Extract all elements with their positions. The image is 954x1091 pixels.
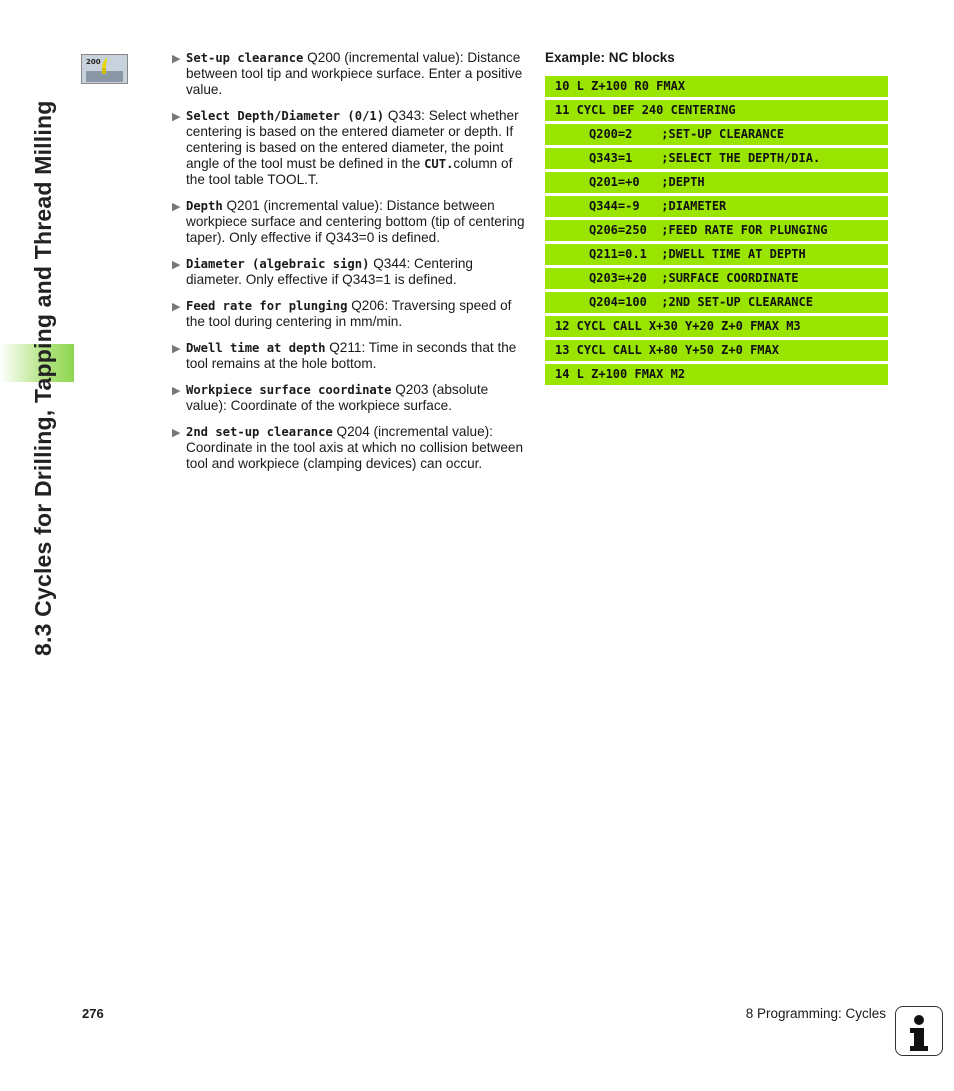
bullet-arrow-icon: ▶	[172, 427, 181, 439]
bullet-arrow-icon: ▶	[172, 201, 181, 213]
svg-text:200: 200	[86, 58, 101, 66]
param-feed-rate: ▶ Feed rate for plunging Q206: Traversing speed of the tool during centering in mm/min.	[172, 298, 512, 329]
bullet-arrow-icon: ▶	[172, 111, 181, 123]
nc-line: Q203=+20 ;SURFACE COORDINATE	[545, 268, 888, 289]
param-2nd-setup-clearance: ▶ 2nd set-up clearance Q204 (incremental value): Coordinate in the tool axis at which no collision between tool and workpiece (clamping devices) can occur.	[172, 424, 524, 471]
param-setup-clearance: ▶ Set-up clearance Q200 (incremental value): Distance between tool tip and workpiece surface. Enter a positive value.	[172, 50, 523, 97]
nc-line: Q343=1 ;SELECT THE DEPTH/DIA.	[545, 148, 888, 169]
nc-line: 13 CYCL CALL X+80 Y+50 Z+0 FMAX	[545, 340, 888, 361]
section-title-text: 8.3 Cycles for Drilling, Tapping and Thread Milling	[30, 100, 56, 656]
param-select-depth-diameter: ▶ Select Depth/Diameter (0/1) Q343: Select whether centering is based on the entered diameter or depth. If centering is based on the entered diameter, the point angle of the tool must be defined in the CUT.column of the tool table TOOL.T.	[172, 108, 519, 187]
chapter-name: 8 Programming: Cycles	[745, 1006, 886, 1021]
page-number: 276	[82, 1006, 104, 1021]
nc-line: Q201=+0 ;DEPTH	[545, 172, 888, 193]
bullet-arrow-icon: ▶	[172, 53, 181, 65]
nc-line: 11 CYCL DEF 240 CENTERING	[545, 100, 888, 121]
example-title: Example: NC blocks	[545, 50, 675, 65]
nc-line: Q344=-9 ;DIAMETER	[545, 196, 888, 217]
param-dwell-time: ▶ Dwell time at depth Q211: Time in seconds that the tool remains at the hole bottom.	[172, 340, 517, 371]
bullet-arrow-icon: ▶	[172, 385, 181, 397]
nc-line: Q204=100 ;2ND SET-UP CLEARANCE	[545, 292, 888, 313]
section-title	[26, 50, 66, 670]
nc-example	[545, 50, 888, 388]
nc-line: Q211=0.1 ;DWELL TIME AT DEPTH	[545, 244, 888, 265]
param-surface-coordinate: ▶ Workpiece surface coordinate Q203 (absolute value): Coordinate of the workpiece surface.	[172, 382, 489, 413]
nc-line: Q206=250 ;FEED RATE FOR PLUNGING	[545, 220, 888, 241]
param-diameter: ▶ Diameter (algebraic sign) Q344: Centering diameter. Only effective if Q343=1 is defined.	[172, 256, 473, 287]
bullet-arrow-icon: ▶	[172, 259, 181, 271]
info-icon	[895, 1006, 943, 1056]
nc-line: 14 L Z+100 FMAX M2	[545, 364, 888, 385]
nc-line: 12 CYCL CALL X+30 Y+20 Z+0 FMAX M3	[545, 316, 888, 337]
centering-cycle-icon	[81, 54, 128, 84]
nc-line: 10 L Z+100 R0 FMAX	[545, 76, 888, 97]
parameter-list	[172, 50, 532, 482]
bullet-arrow-icon: ▶	[172, 343, 181, 355]
nc-line: Q200=2 ;SET-UP CLEARANCE	[545, 124, 888, 145]
bullet-arrow-icon: ▶	[172, 301, 181, 313]
param-depth: ▶ Depth Q201 (incremental value): Distance between workpiece surface and centering bottom (tip of centering taper). Only effective if Q343=0 is defined.	[172, 198, 525, 245]
